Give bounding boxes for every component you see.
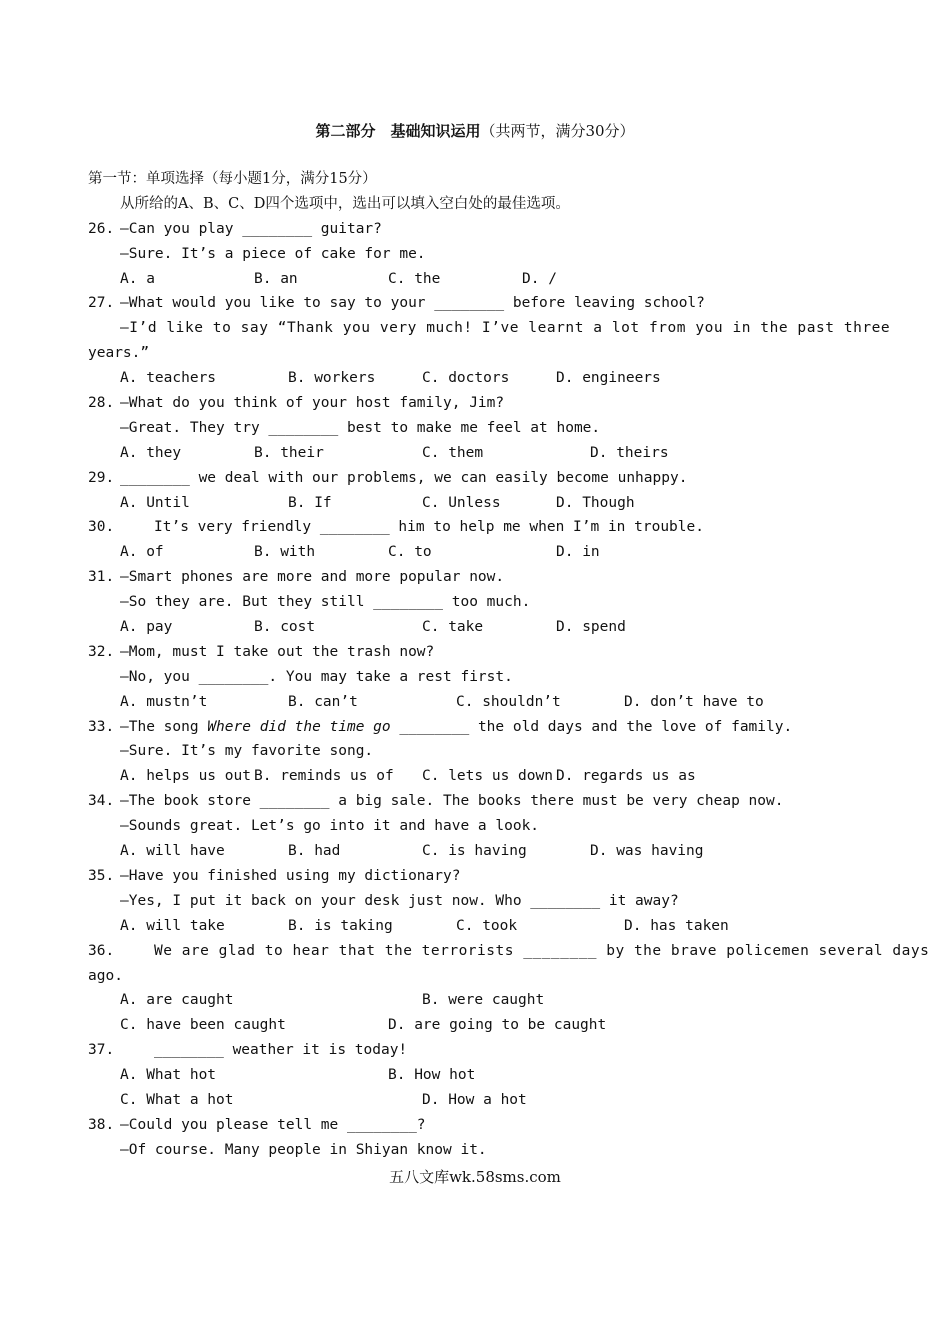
question-26 [0, 217, 950, 242]
question-stem: —Mom, must I take out the trash now? [120, 643, 435, 660]
option-c[interactable]: C. Unless [422, 494, 501, 511]
option-c[interactable]: C. What a hot [120, 1091, 234, 1108]
question-38 [0, 1113, 950, 1138]
question-number: 28. [88, 395, 115, 412]
question-27 [0, 291, 950, 316]
option-d[interactable]: D. regards us as [556, 768, 696, 785]
option-a[interactable]: A. helps us out [120, 768, 251, 785]
question-list [0, 167, 950, 1163]
question-number: 30. [88, 519, 115, 536]
option-a[interactable]: A. mustn’t [120, 693, 208, 710]
question-number: 32. [88, 643, 115, 660]
option-b[interactable]: B. with [254, 544, 316, 561]
question-stem: We are glad to hear that the terrorists ________ by the brave policemen several days [154, 942, 930, 959]
question-line: —No, you ________. You may take a rest first. [120, 668, 513, 685]
question-number: 36. [88, 942, 115, 959]
option-d[interactable]: D. How a hot [422, 1091, 527, 1108]
instruction: 从所给的A、B、C、D四个选项中，选出可以填入空白处的最佳选项。 [120, 195, 570, 212]
option-b[interactable]: B. workers [288, 370, 376, 387]
question-stem: —What do you think of your host family, Jim? [120, 395, 505, 412]
question-number: 29. [88, 469, 115, 486]
option-b[interactable]: B. an [254, 270, 298, 287]
option-c[interactable]: C. the [388, 270, 441, 287]
question-31 [0, 565, 950, 590]
question-35 [0, 864, 950, 889]
question-stem: ________ weather it is today! [154, 1042, 408, 1059]
option-d[interactable]: D. has taken [624, 917, 729, 934]
option-a[interactable]: A. a [120, 270, 155, 287]
option-a[interactable]: A. of [120, 544, 164, 561]
option-d[interactable]: D. Though [556, 494, 635, 511]
question-34 [0, 789, 950, 814]
question-stem: It’s very friendly ________ him to help me when I’m in trouble. [154, 519, 704, 536]
question-line: ago. [88, 967, 123, 984]
option-b[interactable]: B. How hot [388, 1067, 476, 1084]
question-line: —So they are. But they still ________ too much. [120, 594, 531, 611]
question-line: —Yes, I put it back on your desk just now. Who ________ it away? [120, 892, 679, 909]
question-number: 26. [88, 220, 115, 237]
option-a[interactable]: A. What hot [120, 1067, 217, 1084]
option-b[interactable]: B. their [254, 444, 324, 461]
question-line: —I’d like to say “Thank you very much! I’ve learnt a lot from you in the past three [120, 320, 891, 337]
option-d[interactable]: D. spend [556, 619, 626, 636]
option-d[interactable]: D. are going to be caught [388, 1017, 607, 1034]
question-stem-end: ________ the old days and the love of family. [390, 718, 793, 735]
question-line: —Great. They try ________ best to make me feel at home. [120, 419, 601, 436]
option-a[interactable]: A. are caught [120, 992, 234, 1009]
question-number: 37. [88, 1042, 115, 1059]
question-stem: —The book store ________ a big sale. The books there must be very cheap now. [120, 793, 784, 810]
option-c[interactable]: C. take [422, 619, 484, 636]
option-a[interactable]: A. pay [120, 619, 173, 636]
option-c[interactable]: C. is having [422, 843, 527, 860]
question-30 [0, 515, 950, 540]
question-number: 35. [88, 867, 115, 884]
question-number: 31. [88, 569, 115, 586]
question-stem: —Have you finished using my dictionary? [120, 867, 461, 884]
option-c[interactable]: C. to [388, 544, 432, 561]
option-c[interactable]: C. have been caught [120, 1017, 286, 1034]
option-b[interactable]: B. is taking [288, 917, 393, 934]
option-d[interactable]: D. in [556, 544, 600, 561]
option-b[interactable]: B. had [288, 843, 341, 860]
question-36 [0, 939, 950, 964]
question-line: —Sure. It’s my favorite song. [120, 743, 374, 760]
part-title [0, 120, 950, 141]
question-number: 38. [88, 1116, 115, 1133]
question-number: 27. [88, 295, 115, 312]
option-a[interactable]: A. teachers [120, 370, 217, 387]
option-a[interactable]: A. will take [120, 917, 225, 934]
option-d[interactable]: D. engineers [556, 370, 661, 387]
option-d[interactable]: D. don’t have to [624, 693, 764, 710]
option-c[interactable]: C. shouldn’t [456, 693, 561, 710]
section-title: 第一节：单项选择（每小题1分，满分15分） [88, 171, 377, 187]
option-d[interactable]: D. theirs [590, 444, 669, 461]
question-37 [0, 1038, 950, 1063]
question-line: years.” [88, 345, 150, 362]
option-c[interactable]: C. doctors [422, 370, 510, 387]
option-b[interactable]: B. reminds us of [254, 768, 394, 785]
option-c[interactable]: C. them [422, 444, 484, 461]
question-stem: —What would you like to say to your ________ before leaving school? [120, 295, 705, 312]
option-b[interactable]: B. can’t [288, 693, 358, 710]
question-stem: ________ we deal with our problems, we can easily become unhappy. [120, 469, 688, 486]
option-c[interactable]: C. lets us down [422, 768, 553, 785]
footer-watermark: 五八文库wk.58sms.com [389, 1168, 561, 1186]
option-a[interactable]: A. will have [120, 843, 225, 860]
option-a[interactable]: A. Until [120, 494, 190, 511]
question-line: —Sounds great. Let’s go into it and have a look. [120, 818, 540, 835]
question-line: —Sure. It’s a piece of cake for me. [120, 245, 426, 262]
option-b[interactable]: B. cost [254, 619, 316, 636]
option-d[interactable]: D. was having [590, 843, 704, 860]
option-b[interactable]: B. were caught [422, 992, 545, 1009]
question-stem: —Can you play ________ guitar? [120, 220, 382, 237]
option-b[interactable]: B. If [288, 494, 332, 511]
question-28 [0, 391, 950, 416]
question-line: —Of course. Many people in Shiyan know it. [120, 1141, 487, 1158]
question-stem: —Smart phones are more and more popular now. [120, 569, 505, 586]
question-stem: —The song [120, 718, 208, 735]
option-d[interactable]: D. / [522, 270, 557, 287]
question-number: 33. [88, 718, 115, 735]
song-title: Where did the time go [207, 718, 391, 735]
part-title-bold: 第二部分 基础知识运用 [315, 122, 481, 140]
part-title-rest: （共两节，满分30分） [480, 122, 635, 140]
option-c[interactable]: C. took [456, 917, 518, 934]
question-stem: —Could you please tell me ________? [120, 1116, 426, 1133]
question-29 [0, 466, 950, 491]
question-32 [0, 640, 950, 665]
question-number: 34. [88, 793, 115, 810]
option-a[interactable]: A. they [120, 444, 182, 461]
question-33 [0, 715, 950, 740]
